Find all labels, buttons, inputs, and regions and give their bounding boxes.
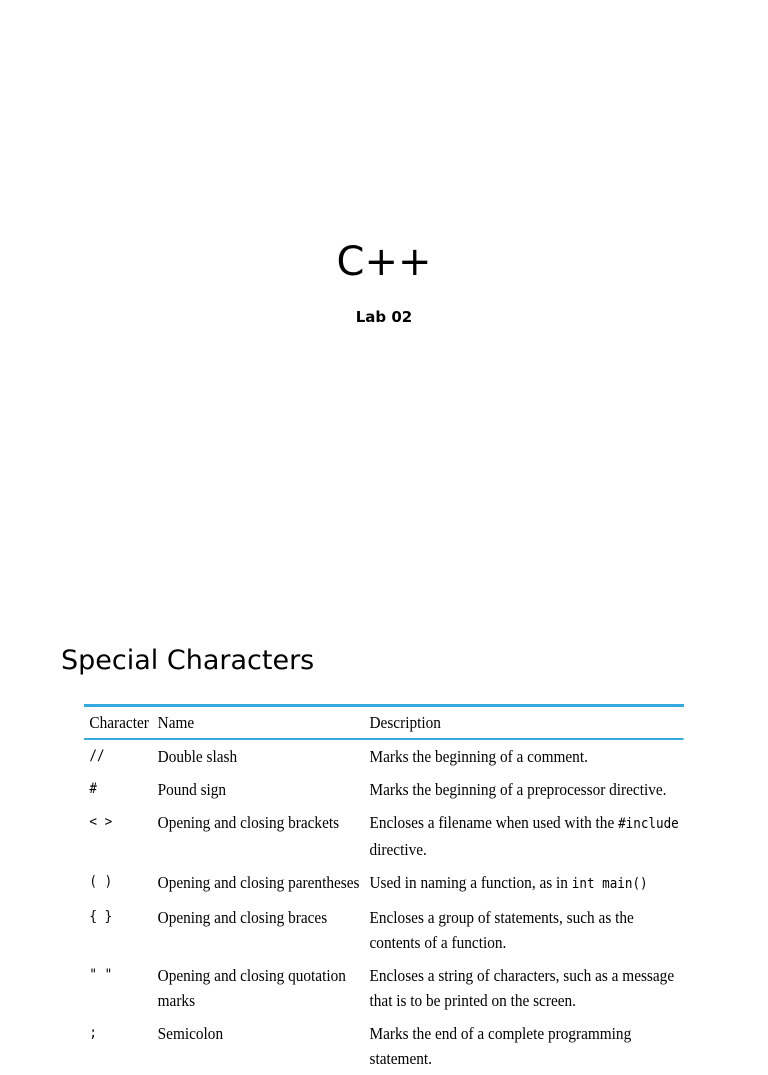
description-text: Encloses a group of statements, such as the contents of a function.	[369, 908, 634, 952]
cell-character: ;	[89, 1025, 97, 1041]
cell-name: Opening and closing braces	[157, 908, 328, 927]
header-character: Character	[89, 713, 149, 732]
description-text: Marks the beginning of a preprocessor directive.	[369, 780, 667, 799]
description-code: int main()	[571, 876, 648, 892]
cell-name: Opening and closing parentheses	[157, 873, 360, 892]
cell-name: Pound sign	[157, 780, 227, 799]
special-characters-slide	[0, 576, 768, 1068]
table-row	[84, 866, 683, 901]
description-text: Encloses a filename when used with the	[369, 813, 619, 832]
table-row	[84, 1017, 683, 1075]
special-characters-table-container	[84, 704, 684, 1075]
table-row	[84, 773, 683, 806]
slide-heading: Special Characters	[61, 645, 315, 676]
cell-description	[364, 1017, 683, 1075]
description-text-after: directive.	[369, 840, 427, 859]
header-name: Name	[157, 713, 195, 732]
table-row	[84, 806, 683, 866]
description-text: Marks the beginning of a comment.	[369, 747, 588, 766]
table-row	[84, 739, 683, 773]
cell-character: ( )	[89, 874, 113, 890]
cell-character: < >	[89, 814, 113, 830]
cell-name: Opening and closing brackets	[157, 813, 340, 832]
description-text: Used in naming a function, as in	[369, 873, 572, 892]
cell-character: #	[89, 781, 97, 797]
slide-subtitle: Lab 02	[355, 308, 413, 326]
description-text: Marks the end of a complete programming statement.	[369, 1024, 632, 1068]
cell-name: Semicolon	[157, 1024, 224, 1043]
table-row	[84, 901, 683, 959]
cell-character: //	[89, 748, 105, 764]
special-characters-table	[84, 707, 683, 1075]
header-description: Description	[369, 713, 441, 732]
cell-name: Double slash	[157, 747, 238, 766]
cell-description	[364, 866, 683, 901]
description-text: Encloses a string of characters, such as a message that is to be printed on the screen.	[369, 966, 675, 1010]
cell-character: { }	[89, 909, 113, 925]
table-row	[84, 959, 683, 1017]
cell-character: " "	[89, 967, 113, 983]
cell-description	[364, 773, 683, 806]
description-code: #include	[618, 816, 679, 832]
cell-name: Opening and closing quotation marks	[157, 966, 346, 1010]
cell-description	[364, 806, 683, 866]
table-header-row	[84, 707, 683, 739]
cell-description	[364, 959, 683, 1017]
cell-description	[364, 739, 683, 773]
cell-description	[364, 901, 683, 959]
slide-title: C++	[336, 239, 432, 285]
